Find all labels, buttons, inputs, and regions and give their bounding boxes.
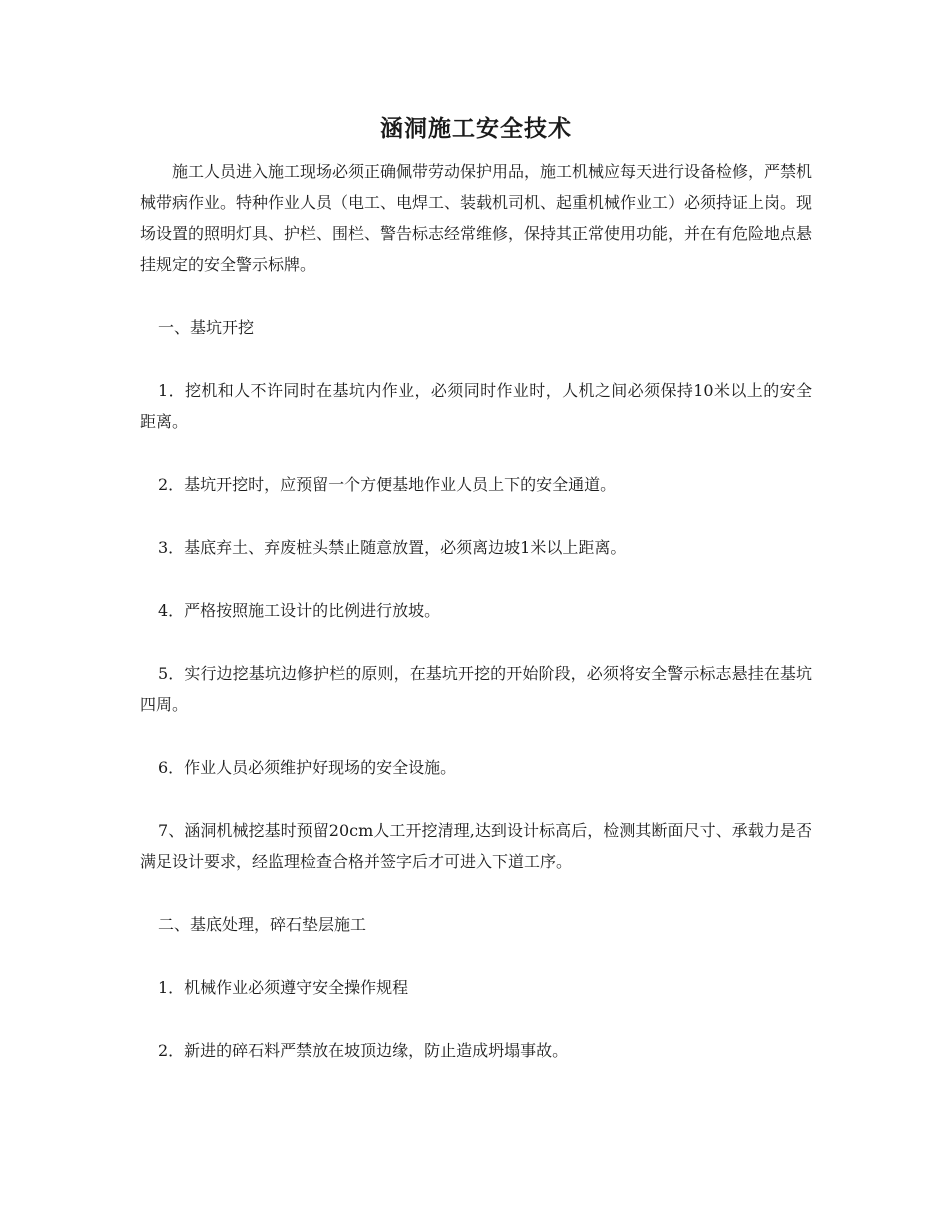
section1-item-5: 5．实行边挖基坑边修护栏的原则，在基坑开挖的开始阶段，必须将安全警示标志悬挂在基坑四周。 <box>140 664 812 714</box>
spacer <box>140 1003 812 1035</box>
section-heading-2: 二、基底处理，碎石垫层施工 <box>158 915 367 934</box>
section1-item-2: 2．基坑开挖时，应预留一个方便基地作业人员上下的安全通道。 <box>158 475 617 494</box>
spacer <box>140 343 812 375</box>
spacer <box>140 280 812 312</box>
spacer <box>140 783 812 815</box>
spacer <box>140 720 812 752</box>
section-heading-1: 一、基坑开挖 <box>158 318 255 337</box>
spacer <box>140 437 812 469</box>
section2-item-1: 1．机械作业必须遵守安全操作规程 <box>158 978 409 997</box>
spacer <box>140 500 812 532</box>
spacer <box>140 877 812 909</box>
section1-item-1: 1．挖机和人不许同时在基坑内作业，必须同时作业时，人机之间必须保持10米以上的安全距离。 <box>140 381 812 431</box>
spacer <box>140 940 812 972</box>
spacer <box>140 626 812 658</box>
spacer <box>140 563 812 595</box>
section1-item-6: 6．作业人员必须维护好现场的安全设施。 <box>158 758 457 777</box>
section1-item-3: 3．基底弃土、弃废桩头禁止随意放置，必须离边坡1米以上距离。 <box>158 538 627 557</box>
section1-item-4: 4．严格按照施工设计的比例进行放坡。 <box>158 601 441 620</box>
document-page <box>140 112 812 1066</box>
intro-paragraph: 施工人员进入施工现场必须正确佩带劳动保护用品，施工机械应每天进行设备检修，严禁机械带病作业。特种作业人员（电工、电焊工、装载机司机、起重机械作业工）必须持证上岗。现场设置的照明灯具、护栏、围栏、警告标志经常维修，保持其正常使用功能，并在有危险地点悬挂规定的安全警示标牌。 <box>140 162 813 274</box>
document-title: 涵洞施工安全技术 <box>380 115 572 142</box>
section1-item-7: 7、涵洞机械挖基时预留20cm人工开挖清理,达到设计标高后，检测其断面尺寸、承载力是否满足设计要求，经监理检查合格并签字后才可进入下道工序。 <box>140 821 812 871</box>
section2-item-2: 2．新进的碎石料严禁放在坡顶边缘，防止造成坍塌事故。 <box>158 1041 569 1060</box>
